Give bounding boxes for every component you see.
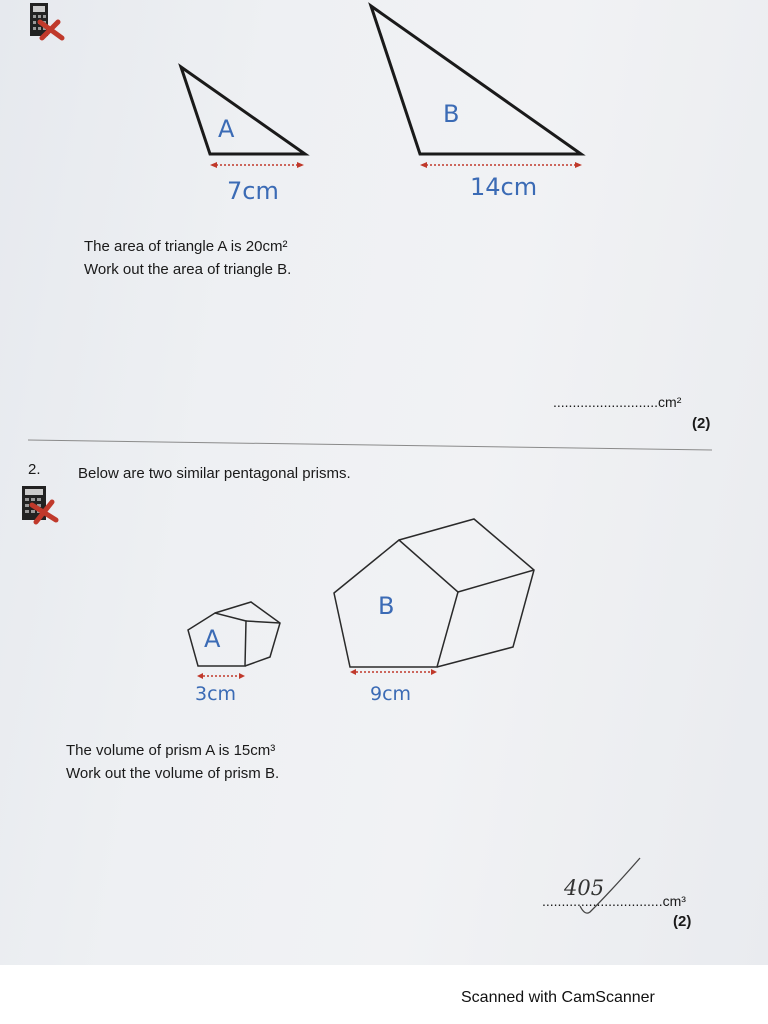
question-divider (28, 440, 712, 450)
triangle-a (181, 67, 305, 154)
q2-line1: The volume of prism A is 15cm³ (66, 742, 276, 759)
prism-a-label: A (204, 625, 221, 653)
prism-b-label: B (378, 592, 395, 620)
triangle-b (371, 6, 581, 154)
triangle-a-label: A (218, 115, 235, 143)
triangle-a-base-label: 7cm (227, 177, 279, 205)
base-arrow-prism-b (350, 669, 437, 675)
prism-a (188, 602, 280, 666)
q1-marks: (2) (692, 415, 711, 432)
q2-prompt: Below are two similar pentagonal prisms. (78, 465, 351, 482)
base-arrow-b (420, 162, 582, 168)
q2-answer-unit: .cm³ (658, 893, 686, 909)
no-calculator-icon (30, 3, 62, 38)
q2-answer-line (542, 893, 686, 909)
triangle-b-label: B (443, 100, 460, 128)
base-arrow-prism-a (197, 673, 245, 679)
prism-a-base-label: 3cm (195, 683, 237, 705)
q1-answer-unit: .cm² (654, 394, 682, 410)
q2-marks: (2) (673, 913, 692, 930)
prism-b-base-label: 9cm (370, 683, 412, 705)
triangle-b-base-label: 14cm (470, 173, 538, 201)
handwritten-answer: 405 (564, 876, 605, 900)
q2-answer-dots: .............................. (542, 893, 659, 909)
q1-line2: Work out the area of triangle B. (84, 261, 292, 278)
q2-line2: Work out the volume of prism B. (66, 765, 280, 782)
camscanner-footer: Scanned with CamScanner (461, 989, 655, 1006)
q2-number: 2. (28, 461, 41, 478)
base-arrow-a (210, 162, 304, 168)
no-calculator-icon (22, 486, 56, 522)
q1-line1: The area of triangle A is 20cm² (84, 238, 288, 255)
q1-answer-dots: .......................... (553, 394, 655, 410)
q1-answer-line (553, 394, 681, 410)
prism-b (334, 519, 534, 667)
